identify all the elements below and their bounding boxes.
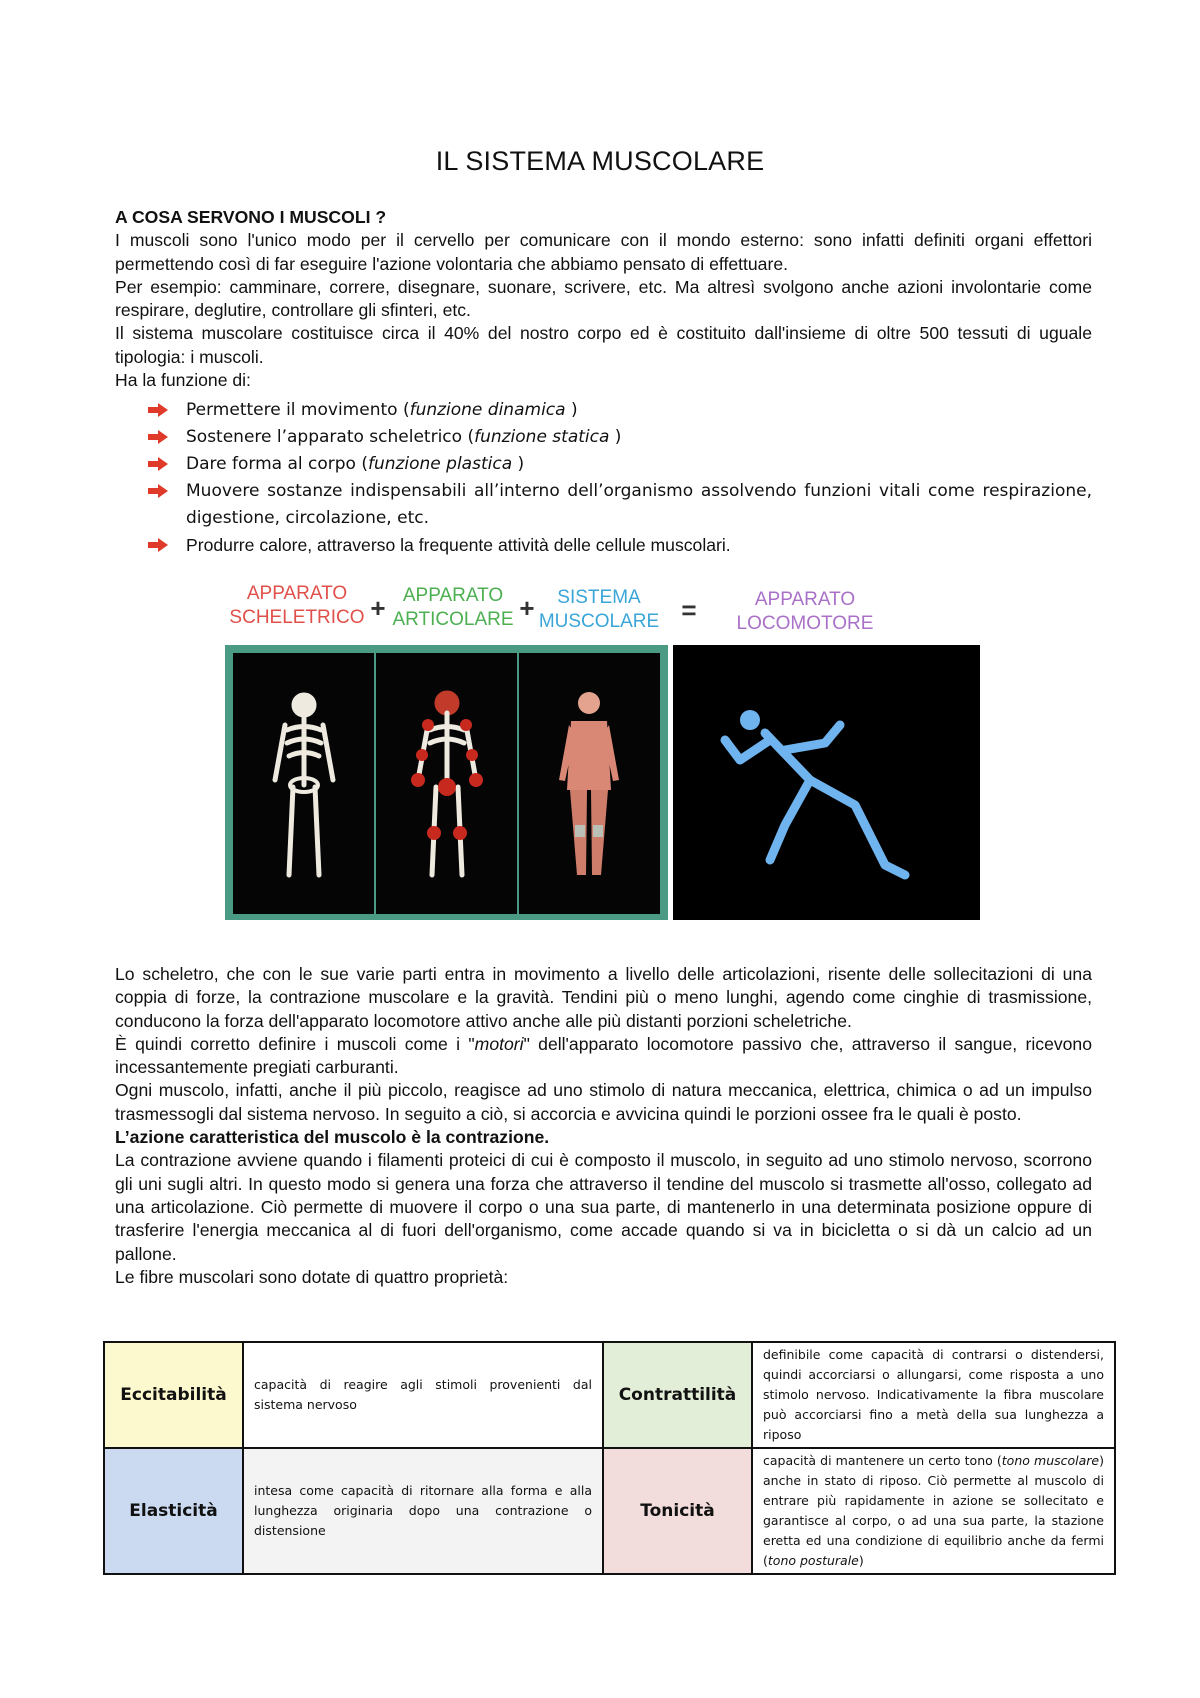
paragraph: I muscoli sono l'unico modo per il cervello per comunicare con il mondo esterno: sono infatti definiti organi effettori permettendo così di far eseguire l'azione volontaria che abbiamo pensato di effettuare. — [115, 230, 1092, 274]
plus-sign: + — [370, 593, 386, 623]
paragraph: Lo scheletro, che con le sue varie parti entra in movimento a livello delle articolazioni, risente delle sollecitazioni di una coppia di forze, la contrazione muscolare e la gravità. Tendini più o meno lunghi, agendo come cinghie di trasmissione, conducono la forza dell'apparato locomotore attivo anche alle più distanti porzioni scheletriche. — [115, 964, 1092, 1031]
paragraph: Le fibre muscolari sono dotate di quattro proprietà: — [115, 1266, 509, 1287]
body-panels — [225, 645, 668, 920]
list-item: Permettere il movimento (funzione dinamica ) — [148, 397, 1092, 424]
paragraph: È quindi corretto definire i muscoli come i "motori" dell'apparato locomotore passivo che, attraverso il sangue, ricevono incessantemente pregiati carburanti. — [115, 1033, 1092, 1078]
arrow-bullet-icon — [148, 430, 168, 444]
runner-panel — [673, 645, 980, 920]
paragraph: Il sistema muscolare costituisce circa il 40% del nostro corpo ed è costituito dall'insieme di oltre 500 tessuti di uguale tipologia: i muscoli. — [115, 323, 1092, 367]
arrow-bullet-icon — [148, 538, 168, 552]
property-description: intesa come capacità di ritornare alla forma e alla lunghezza originaria dopo una contrazione o distensione — [243, 1448, 603, 1574]
section-heading: A COSA SERVONO I MUSCOLI ? — [115, 207, 387, 227]
list-item: Produrre calore, attraverso la frequente attività delle cellule muscolari. — [148, 532, 1092, 559]
section-intro — [115, 206, 1092, 392]
paragraph: La contrazione avviene quando i filamenti proteici di cui è composto il muscolo, in seguito ad uno stimolo nervoso, scorrono gli uni sugli altri. In questo modo si genera una forza che attraverso il tendine del muscolo si trasmette all'osso, collegato ad una articolazione. Ciò permette di muovere il corpo o una sua parte, di mantenerlo in una determinata posizione oppure di trasferire l'energia meccanica al di fuori dell'organismo, come accade quando si va in bicicletta o si dà un calcio ad un pallone. — [115, 1150, 1092, 1264]
locomotor-system-figure — [225, 575, 980, 920]
property-name: Tonicità — [603, 1448, 752, 1574]
list-item: Dare forma al corpo (funzione plastica ) — [148, 451, 1092, 478]
label-articular: ARTICOLARE — [392, 609, 514, 630]
label-muscular: SISTEMA — [557, 587, 641, 608]
label-skeletal: APPARATO — [246, 583, 348, 604]
property-description: capacità di reagire agli stimoli provenienti dal sistema nervoso — [243, 1342, 603, 1448]
label-locomotor: APPARATO — [754, 589, 856, 610]
property-name: Elasticità — [104, 1448, 243, 1574]
label-muscular: MUSCOLARE — [538, 611, 660, 632]
section-heading: L’azione caratteristica del muscolo è la contrazione. — [115, 1127, 550, 1148]
table-row — [104, 1448, 1115, 1574]
label-skeletal: SCHELETRICO — [229, 607, 365, 628]
equals-sign: = — [681, 595, 697, 625]
paragraph: Per esempio: camminare, correre, disegnare, suonare, scrivere, etc. Ma altresì svolgono anche azioni involontarie come respirare, deglutire, controllare gli sfinteri, etc. — [115, 276, 1092, 321]
label-articular: APPARATO — [402, 585, 504, 606]
section-locomotion — [115, 963, 1092, 1289]
page-title: IL SISTEMA MUSCOLARE — [435, 146, 765, 176]
arrow-bullet-icon — [148, 403, 168, 417]
list-item: Muovere sostanze indispensabili all’interno dell’organismo assolvendo funzioni vitali come respirazione, digestione, circolazione, etc. — [148, 478, 1092, 532]
paragraph: Ha la funzione di: — [115, 370, 251, 391]
list-item: Sostenere l’apparato scheletrico (funzione statica ) — [148, 424, 1092, 451]
arrow-bullet-icon — [148, 484, 168, 498]
property-description: capacità di mantenere un certo tono (tono muscolare) anche in stato di riposo. Ciò permette al muscolo di entrare più rapidamente in azione se sollecitato e garantisce al corpo, o ad una sua parte, la stazione eretta ed una condizione di equilibrio anche da fermi (tono posturale) — [752, 1448, 1115, 1574]
plus-sign: + — [519, 593, 535, 623]
properties-table — [103, 1341, 1116, 1575]
property-name: Contrattilità — [603, 1342, 752, 1448]
property-description: definibile come capacità di contrarsi o distendersi, quindi accorciarsi o allungarsi, come risposta a uno stimolo nervoso. Indicativamente la fibra muscolare può accorciarsi fino a metà della sua lunghezza a riposo — [752, 1342, 1115, 1448]
table-row — [104, 1342, 1115, 1448]
arrow-bullet-icon — [148, 457, 168, 471]
property-name: Eccitabilità — [104, 1342, 243, 1448]
label-locomotor: LOCOMOTORE — [736, 613, 874, 634]
functions-list — [148, 397, 1092, 559]
paragraph: Ogni muscolo, infatti, anche il più piccolo, reagisce ad uno stimolo di natura meccanica, elettrica, chimica o ad un impulso trasmessogli dal sistema nervoso. In seguito a ciò, si accorcia e avvicina quindi le porzioni ossee fra le quali è posto. — [115, 1080, 1092, 1124]
